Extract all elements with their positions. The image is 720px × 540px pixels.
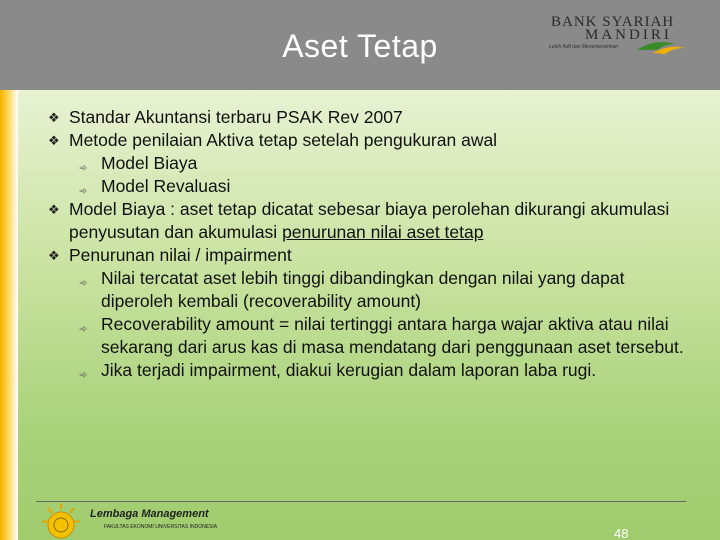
arrow-bullet-icon: ➾ <box>79 163 88 174</box>
footer-faculty: FAKULTAS EKONOMI UNIVERSITAS INDONESIA <box>104 524 218 530</box>
bullet-text: Model Biaya <box>101 153 198 173</box>
sub-bullet-item <box>48 359 688 382</box>
left-accent-bar <box>0 90 18 540</box>
sub-bullet-item <box>48 152 688 175</box>
diamond-bullet-icon: ❖ <box>48 110 60 125</box>
bullet-text: Metode penilaian Aktiva tetap setelah pengukuran awal <box>69 130 498 150</box>
arrow-bullet-icon: ➾ <box>79 186 88 197</box>
sub-bullet-item <box>48 267 688 313</box>
bullet-list <box>48 106 688 382</box>
diamond-bullet-icon: ❖ <box>48 133 60 148</box>
bullet-text: Standar Akuntansi terbaru PSAK Rev 2007 <box>69 107 403 127</box>
sun-emblem-icon <box>40 502 82 540</box>
bullet-text: Recoverability amount = nilai tertinggi antara harga wajar aktiva atau nilai sekarang dari arus kas di masa mendatang dari penggunaan aset tersebut. <box>101 314 684 357</box>
bullet-text: Jika terjadi impairment, diakui kerugian dalam laporan laba rugi. <box>101 360 597 380</box>
logo-text-line1: BANK SYARIAH <box>551 14 675 30</box>
diamond-bullet-icon: ❖ <box>48 202 60 217</box>
logo-swoosh-icon <box>635 36 687 56</box>
bullet-text: Model Biaya : aset tetap dicatat sebesar biaya perolehan dikurangi akumulasi penyusutan dan akumulasi <box>69 199 670 242</box>
sub-bullet-item <box>48 313 688 359</box>
sub-bullet-item <box>48 175 688 198</box>
arrow-bullet-icon: ➾ <box>79 370 88 381</box>
footer-divider <box>36 501 686 502</box>
bullet-text: penurunan nilai aset tetap <box>282 222 484 242</box>
bullet-item <box>48 129 688 152</box>
bullet-item <box>48 198 688 244</box>
page-number: 48 <box>614 526 629 540</box>
logo-tagline: Lebih Adil dan Menenteramkan <box>549 44 619 50</box>
bank-logo <box>545 14 690 60</box>
footer-org-name: Lembaga Management <box>90 508 209 520</box>
logo-text-line2: MANDIRI <box>585 27 672 43</box>
arrow-bullet-icon: ➾ <box>79 278 88 289</box>
bullet-text: Model Revaluasi <box>101 176 231 196</box>
diamond-bullet-icon: ❖ <box>48 248 60 263</box>
bullet-item <box>48 106 688 129</box>
bullet-item <box>48 244 688 267</box>
bullet-text: Nilai tercatat aset lebih tinggi dibandingkan dengan nilai yang dapat diperoleh kembali (recoverability amount) <box>101 268 625 311</box>
bullet-text: Penurunan nilai / impairment <box>69 245 292 265</box>
arrow-bullet-icon: ➾ <box>79 324 88 335</box>
slide-title: Aset Tetap <box>282 28 438 64</box>
